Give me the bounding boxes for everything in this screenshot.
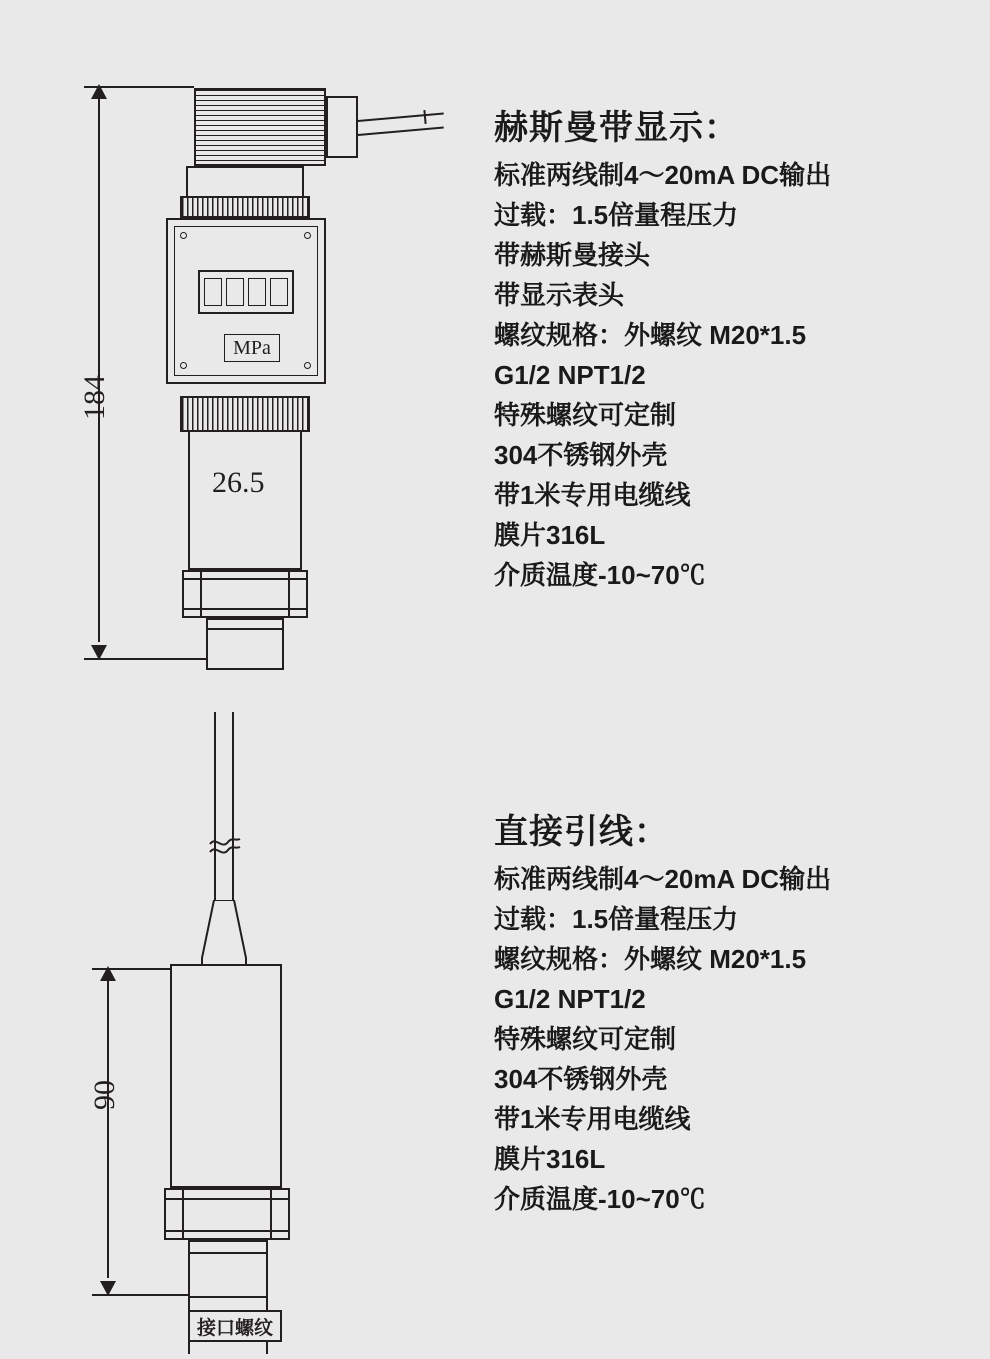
hex-nut-chamfer-left xyxy=(200,570,202,618)
spec-block-direct-lead xyxy=(494,804,990,1219)
spec-line: G1/2 NPT1/2 xyxy=(494,984,646,1014)
lower-knurled-ring xyxy=(180,396,310,432)
spec-line: 带1米专用电缆线 xyxy=(494,480,691,510)
spec-line: 标准两线制4～20mA DC输出 xyxy=(494,864,832,894)
hex-nut-chamfer-right xyxy=(288,570,290,618)
cable-edge-left xyxy=(214,712,216,908)
unit-label-mpa: MPa xyxy=(224,334,280,362)
dim-line-184 xyxy=(98,96,100,642)
spec-title: 赫斯曼带显示： xyxy=(494,109,739,147)
spec-line: 过载：1.5倍量程压力 xyxy=(494,200,739,230)
thread-caption-box: 接口螺纹 xyxy=(188,1310,282,1342)
spec-line: 膜片316L xyxy=(494,520,606,550)
cable-break-symbol xyxy=(208,836,242,858)
spec-line: 螺纹规格：外螺纹 M20*1.5 xyxy=(494,320,807,350)
spec-line: 带1米专用电缆线 xyxy=(494,1104,691,1134)
dim-line-90 xyxy=(107,978,109,1278)
cable-end-cap xyxy=(423,110,426,124)
cable-line-lower xyxy=(358,127,444,136)
spec-line: 304不锈钢外壳 xyxy=(494,1064,668,1094)
spec-title: 直接引线： xyxy=(494,813,669,851)
dim-label-26-5: 26.5 xyxy=(212,466,265,499)
hex-nut-bottom-chamfer-left xyxy=(182,1188,184,1240)
spec-line: 304不锈钢外壳 xyxy=(494,440,668,470)
spec-line: 特殊螺纹可定制 xyxy=(494,400,677,430)
spec-line: 带显示表头 xyxy=(494,280,625,310)
housing-screw-bottom-right xyxy=(304,362,311,369)
spec-line: 介质温度-10~70℃ xyxy=(494,560,706,590)
display-digit xyxy=(248,278,266,306)
spec-line: 过载：1.5倍量程压力 xyxy=(494,904,739,934)
thread-detail-bottom xyxy=(188,1252,268,1254)
hex-nut-bottom-chamfer-right xyxy=(270,1188,272,1240)
strain-relief-boot xyxy=(196,900,252,966)
spec-line: 标准两线制4～20mA DC输出 xyxy=(494,160,832,190)
display-digit xyxy=(204,278,222,306)
thread-detail-top xyxy=(206,628,284,630)
display-digit xyxy=(270,278,288,306)
cable-line-upper xyxy=(358,113,444,122)
spec-line: 介质温度-10~70℃ xyxy=(494,1184,706,1214)
process-thread-top xyxy=(206,618,284,670)
housing-screw-top-right xyxy=(304,232,311,239)
housing-screw-bottom-left xyxy=(180,362,187,369)
sensor-body-bottom xyxy=(170,964,282,1188)
spec-block-hirschmann xyxy=(494,100,990,595)
display-digit xyxy=(226,278,244,306)
spec-line: G1/2 NPT1/2 xyxy=(494,360,646,390)
dim-label-184: 184 xyxy=(78,375,111,420)
sensor-body-top xyxy=(188,430,302,570)
process-thread-bottom xyxy=(188,1240,268,1298)
housing-screw-top-left xyxy=(180,232,187,239)
hirschmann-connector-body xyxy=(194,88,326,166)
dim-tick-top xyxy=(84,86,194,88)
upper-knurled-ring xyxy=(180,196,310,218)
spec-line: 特殊螺纹可定制 xyxy=(494,1024,677,1054)
dim-label-90: 90 xyxy=(88,1080,121,1110)
cable-edge-right xyxy=(232,712,234,908)
spec-line: 膜片316L xyxy=(494,1144,606,1174)
dim-tick-bottom xyxy=(84,658,214,660)
spec-line: 带赫斯曼接头 xyxy=(494,240,651,270)
spec-line: 螺纹规格：外螺纹 M20*1.5 xyxy=(494,944,807,974)
hirschmann-plug xyxy=(326,96,358,158)
